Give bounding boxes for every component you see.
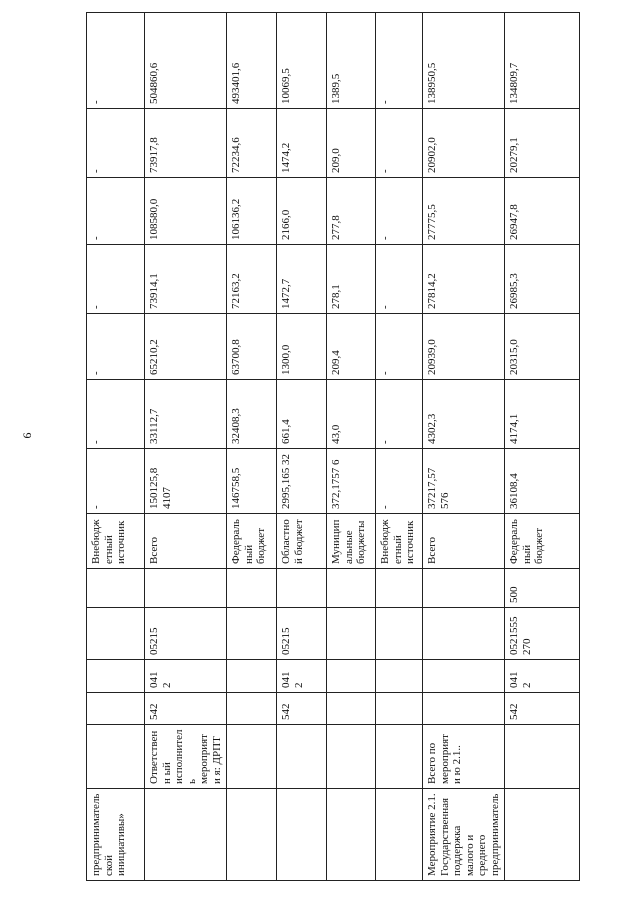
table-cell: [327, 660, 376, 693]
table-cell: 73914,1: [145, 245, 227, 314]
table-cell: Федераль ный бюджет: [505, 514, 580, 569]
table-cell: 041 2: [145, 660, 227, 693]
table-cell: -: [376, 380, 423, 449]
table-cell: 36108,4: [505, 449, 580, 514]
table-cell: [327, 725, 376, 789]
table-cell: Мероприятие 2.1. Государственная поддержка малого и среднего предприниматель: [423, 789, 505, 881]
table-cell: 542: [505, 693, 580, 725]
table-cell: 277,8: [327, 178, 376, 245]
table-cell: 041 2: [277, 660, 327, 693]
table-cell: 26947,8: [505, 178, 580, 245]
table-row: [145, 13, 227, 881]
table-cell: 20279,1: [505, 109, 580, 178]
table-cell: Внебюдж етный источник: [87, 514, 145, 569]
table-cell: 108580,0: [145, 178, 227, 245]
table-cell: 106136,2: [227, 178, 277, 245]
table-cell: -: [87, 380, 145, 449]
table-cell: Всего: [423, 514, 505, 569]
table-cell: [376, 725, 423, 789]
table-cell: [277, 569, 327, 608]
table-row: [423, 13, 505, 881]
rotated-page: [86, 0, 640, 881]
table-cell: 146758,5: [227, 449, 277, 514]
table-cell: 504860,6: [145, 13, 227, 109]
table-cell: 63700,8: [227, 314, 277, 380]
table-cell: [145, 569, 227, 608]
table-cell: Областно й бюджет: [277, 514, 327, 569]
table-row: [277, 13, 327, 881]
table-row: [505, 13, 580, 881]
table-cell: -: [376, 245, 423, 314]
table-cell: 2166,0: [277, 178, 327, 245]
table-cell: -: [87, 178, 145, 245]
table-cell: -: [87, 245, 145, 314]
table-cell: 500: [505, 569, 580, 608]
table-cell: [376, 608, 423, 660]
table-cell: 209,4: [327, 314, 376, 380]
table-cell: 26985,3: [505, 245, 580, 314]
table-cell: 542: [145, 693, 227, 725]
table-cell: 1300,0: [277, 314, 327, 380]
table-cell: -: [87, 314, 145, 380]
table-cell: [227, 608, 277, 660]
table-cell: Ответственн ый исполнител ь мероприяти я: ДРПТ: [145, 725, 227, 789]
table-cell: Всего по мероприяти ю 2.1..: [423, 725, 505, 789]
page-number: 9: [20, 432, 35, 439]
table-cell: -: [376, 178, 423, 245]
table-cell: 1472,7: [277, 245, 327, 314]
table-cell: [376, 569, 423, 608]
table-cell: 05215: [145, 608, 227, 660]
table-cell: Всего: [145, 514, 227, 569]
table-cell: [145, 789, 227, 881]
table-cell: [327, 569, 376, 608]
table-cell: -: [376, 449, 423, 514]
table-cell: Внебюдж етный источник: [376, 514, 423, 569]
table-row: [87, 13, 145, 881]
table-cell: [376, 789, 423, 881]
table-cell: [87, 608, 145, 660]
table-cell: 72163,2: [227, 245, 277, 314]
table-row: [327, 13, 376, 881]
table-cell: 20902,0: [423, 109, 505, 178]
table-row: [376, 13, 423, 881]
table-cell: 661,4: [277, 380, 327, 449]
table-cell: [423, 660, 505, 693]
table-cell: 0521555 270: [505, 608, 580, 660]
table-cell: 4302,3: [423, 380, 505, 449]
table-cell: -: [376, 109, 423, 178]
table-cell: 278,1: [327, 245, 376, 314]
table-cell: 20315,0: [505, 314, 580, 380]
table-cell: 32408,3: [227, 380, 277, 449]
table-cell: [423, 569, 505, 608]
table-cell: -: [87, 449, 145, 514]
table-cell: 542: [277, 693, 327, 725]
table-cell: 4174,1: [505, 380, 580, 449]
table-cell: 73917,8: [145, 109, 227, 178]
table-row: [227, 13, 277, 881]
table-cell: Федераль ный бюджет: [227, 514, 277, 569]
table-cell: 33112,7: [145, 380, 227, 449]
table-cell: 372,1757 6: [327, 449, 376, 514]
table-cell: 43,0: [327, 380, 376, 449]
table-cell: [327, 608, 376, 660]
table-cell: [227, 569, 277, 608]
budget-table: [86, 12, 580, 881]
table-cell: 27814,2: [423, 245, 505, 314]
table-cell: 27775,5: [423, 178, 505, 245]
table-cell: 134809,7: [505, 13, 580, 109]
table-cell: [277, 789, 327, 881]
table-cell: 138950,5: [423, 13, 505, 109]
table-cell: 209,0: [327, 109, 376, 178]
table-cell: -: [87, 109, 145, 178]
table-cell: 150125,8 4107: [145, 449, 227, 514]
table-cell: 1389,5: [327, 13, 376, 109]
table-cell: [376, 660, 423, 693]
table-cell: -: [376, 13, 423, 109]
table-cell: [87, 569, 145, 608]
table-cell: 72234,6: [227, 109, 277, 178]
table-cell: [505, 789, 580, 881]
table-cell: 493401,6: [227, 13, 277, 109]
table-cell: 10069,5: [277, 13, 327, 109]
table-cell: [227, 725, 277, 789]
table-cell: [87, 693, 145, 725]
table-cell: [376, 693, 423, 725]
table-cell: [227, 660, 277, 693]
table-cell: [227, 789, 277, 881]
table-cell: [327, 789, 376, 881]
table-cell: 1474,2: [277, 109, 327, 178]
table-cell: [505, 725, 580, 789]
table-cell: 05215: [277, 608, 327, 660]
table-cell: Муницип альные бюджеты: [327, 514, 376, 569]
table-cell: [423, 693, 505, 725]
table-cell: [87, 660, 145, 693]
table-cell: [327, 693, 376, 725]
table-cell: [423, 608, 505, 660]
table-cell: [87, 725, 145, 789]
table-cell: 20939,0: [423, 314, 505, 380]
table-cell: [277, 725, 327, 789]
table-cell: предприниматель ской инициативы»: [87, 789, 145, 881]
table-cell: -: [87, 13, 145, 109]
table-cell: 65210,2: [145, 314, 227, 380]
table-cell: 37217,57 576: [423, 449, 505, 514]
table-cell: 2995,165 32: [277, 449, 327, 514]
table-cell: [227, 693, 277, 725]
table-cell: -: [376, 314, 423, 380]
table-cell: 041 2: [505, 660, 580, 693]
